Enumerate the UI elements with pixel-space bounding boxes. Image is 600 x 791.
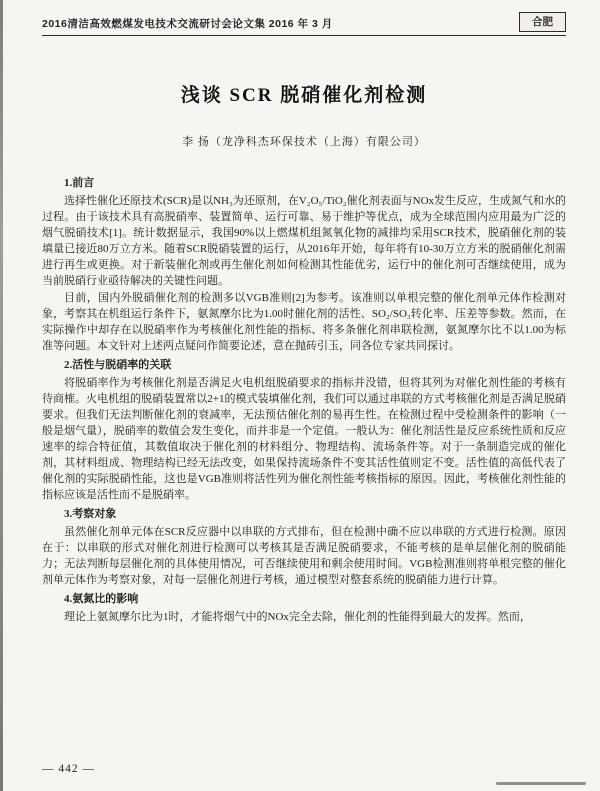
section-heading-1: 1.前言 <box>64 177 95 189</box>
section-heading-2: 2.活性与脱硝率的关联 <box>64 359 172 371</box>
page-number: — 442 — <box>42 763 95 775</box>
section-4-paragraph-1: 理论上氨氮摩尔比为1时，才能将烟气中的NOx完全去除，催化剂的性能得到最大的发挥。然而， <box>64 611 531 623</box>
paper-body <box>42 175 566 625</box>
section-heading-4: 4.氨氮比的影响 <box>64 593 139 605</box>
city-badge: 合肥 <box>519 12 566 32</box>
section-3-paragraph-1: 虽然催化剂单元体在SCR反应器中以串联的方式排布，但在检测中确不应以串联的方式进行检测。原因在于：以串联的形式对催化剂进行检测可以考核其是否满足脱硝要求，不能考核的是单层催化剂的脱硝能力；无法判断每层催化剂的具体使用情况，可否继续使用和剩余使用时间。VGB检测准则将单根完整的催化剂单元体作为考察对象，对每一层催化剂进行考核，通过模型对整套系统的脱硝能力进行计算。 <box>42 526 566 586</box>
page-content <box>42 12 566 626</box>
section-1-paragraph-2: 目前，国内外脱硝催化剂的检测多以VGB准则[2]为参考。该准则以单根完整的催化剂单元体作检测对象，考察其在机组运行条件下，氨氮摩尔比为1.00时催化剂的活性、SO₂/SO₃转化率、压差等参数。然而，在实际操作中却存在以脱硝率作为考核催化剂性能的指标、将多条催化剂串联检测，氨氮摩尔比不以1.00为标准等问题。本文针对上述两点疑问作简要论述，意在抛砖引玉，同各位专家共同探讨。 <box>42 292 566 352</box>
scan-artifact-bottom-mark <box>496 782 586 785</box>
section-heading-3: 3.考察对象 <box>64 508 117 520</box>
proceedings-title: 2016清洁高效燃煤发电技术交流研讨会论文集 2016 年 3 月 <box>42 18 333 30</box>
scan-artifact-left-edge <box>0 0 3 791</box>
page-header <box>42 12 566 36</box>
section-1-paragraph-1: 选择性催化还原技术(SCR)是以NH₃为还原剂，在V₂O₅/TiO₂催化剂表面与NOx发生反应，生成氮气和水的过程。由于该技术具有高脱硝率、装置简单、运行可靠、易于维护等优点，成为全球范围内应用最为广泛的烟气脱硝技术[1]。统计数据显示，我国90%以上燃煤机组氮氧化物的减排均采用SCR技术，脱硝催化剂的装填量已接近80万立方米。随着SCR脱硝装置的运行，从2016年开始，每年将有10-30万立方米的脱硝催化剂需进行再生或更换。对于新装催化剂或再生催化剂如何检测其性能优劣，运行中的催化剂可否继续使用，成为当前脱硝行业亟待解决的关键性问题。 <box>42 195 567 287</box>
section-2-paragraph-1: 将脱硝率作为考核催化剂是否满足火电机组脱硝要求的指标并没错，但将其列为对催化剂性能的考核有待商榷。火电机组的脱硝装置常以2+1的模式装填催化剂，我们可以通过串联的方式考核催化剂是否满足脱硝要求。但我们无法判断催化剂的衰减率，无法预估催化剂的易再生性。在检测过程中受检测条件的影响（一般是烟气量），脱硝率的数值会发生变化，而并非是一个定值。一般认为：催化剂活性是反应系统性质和反应速率的综合特征值，其数值取决于催化剂的材料组分、物理结构、流场条件等。对于一条制造完成的催化剂，其材料组成、物理结构已经无法改变，如果保持流场条件不变其活性值则定不变。活性值的高低代表了催化剂的实际脱硝性能，这也是VGB准则将活性列为催化剂性能考核指标的原因。因此，考核催化剂性能的指标应该是活性而不是脱硝率。 <box>42 377 566 501</box>
author-affiliation: 李 扬（龙净科杰环保技术（上海）有限公司） <box>182 136 426 148</box>
paper-title: 浅谈 SCR 脱硝催化剂检测 <box>180 85 428 106</box>
